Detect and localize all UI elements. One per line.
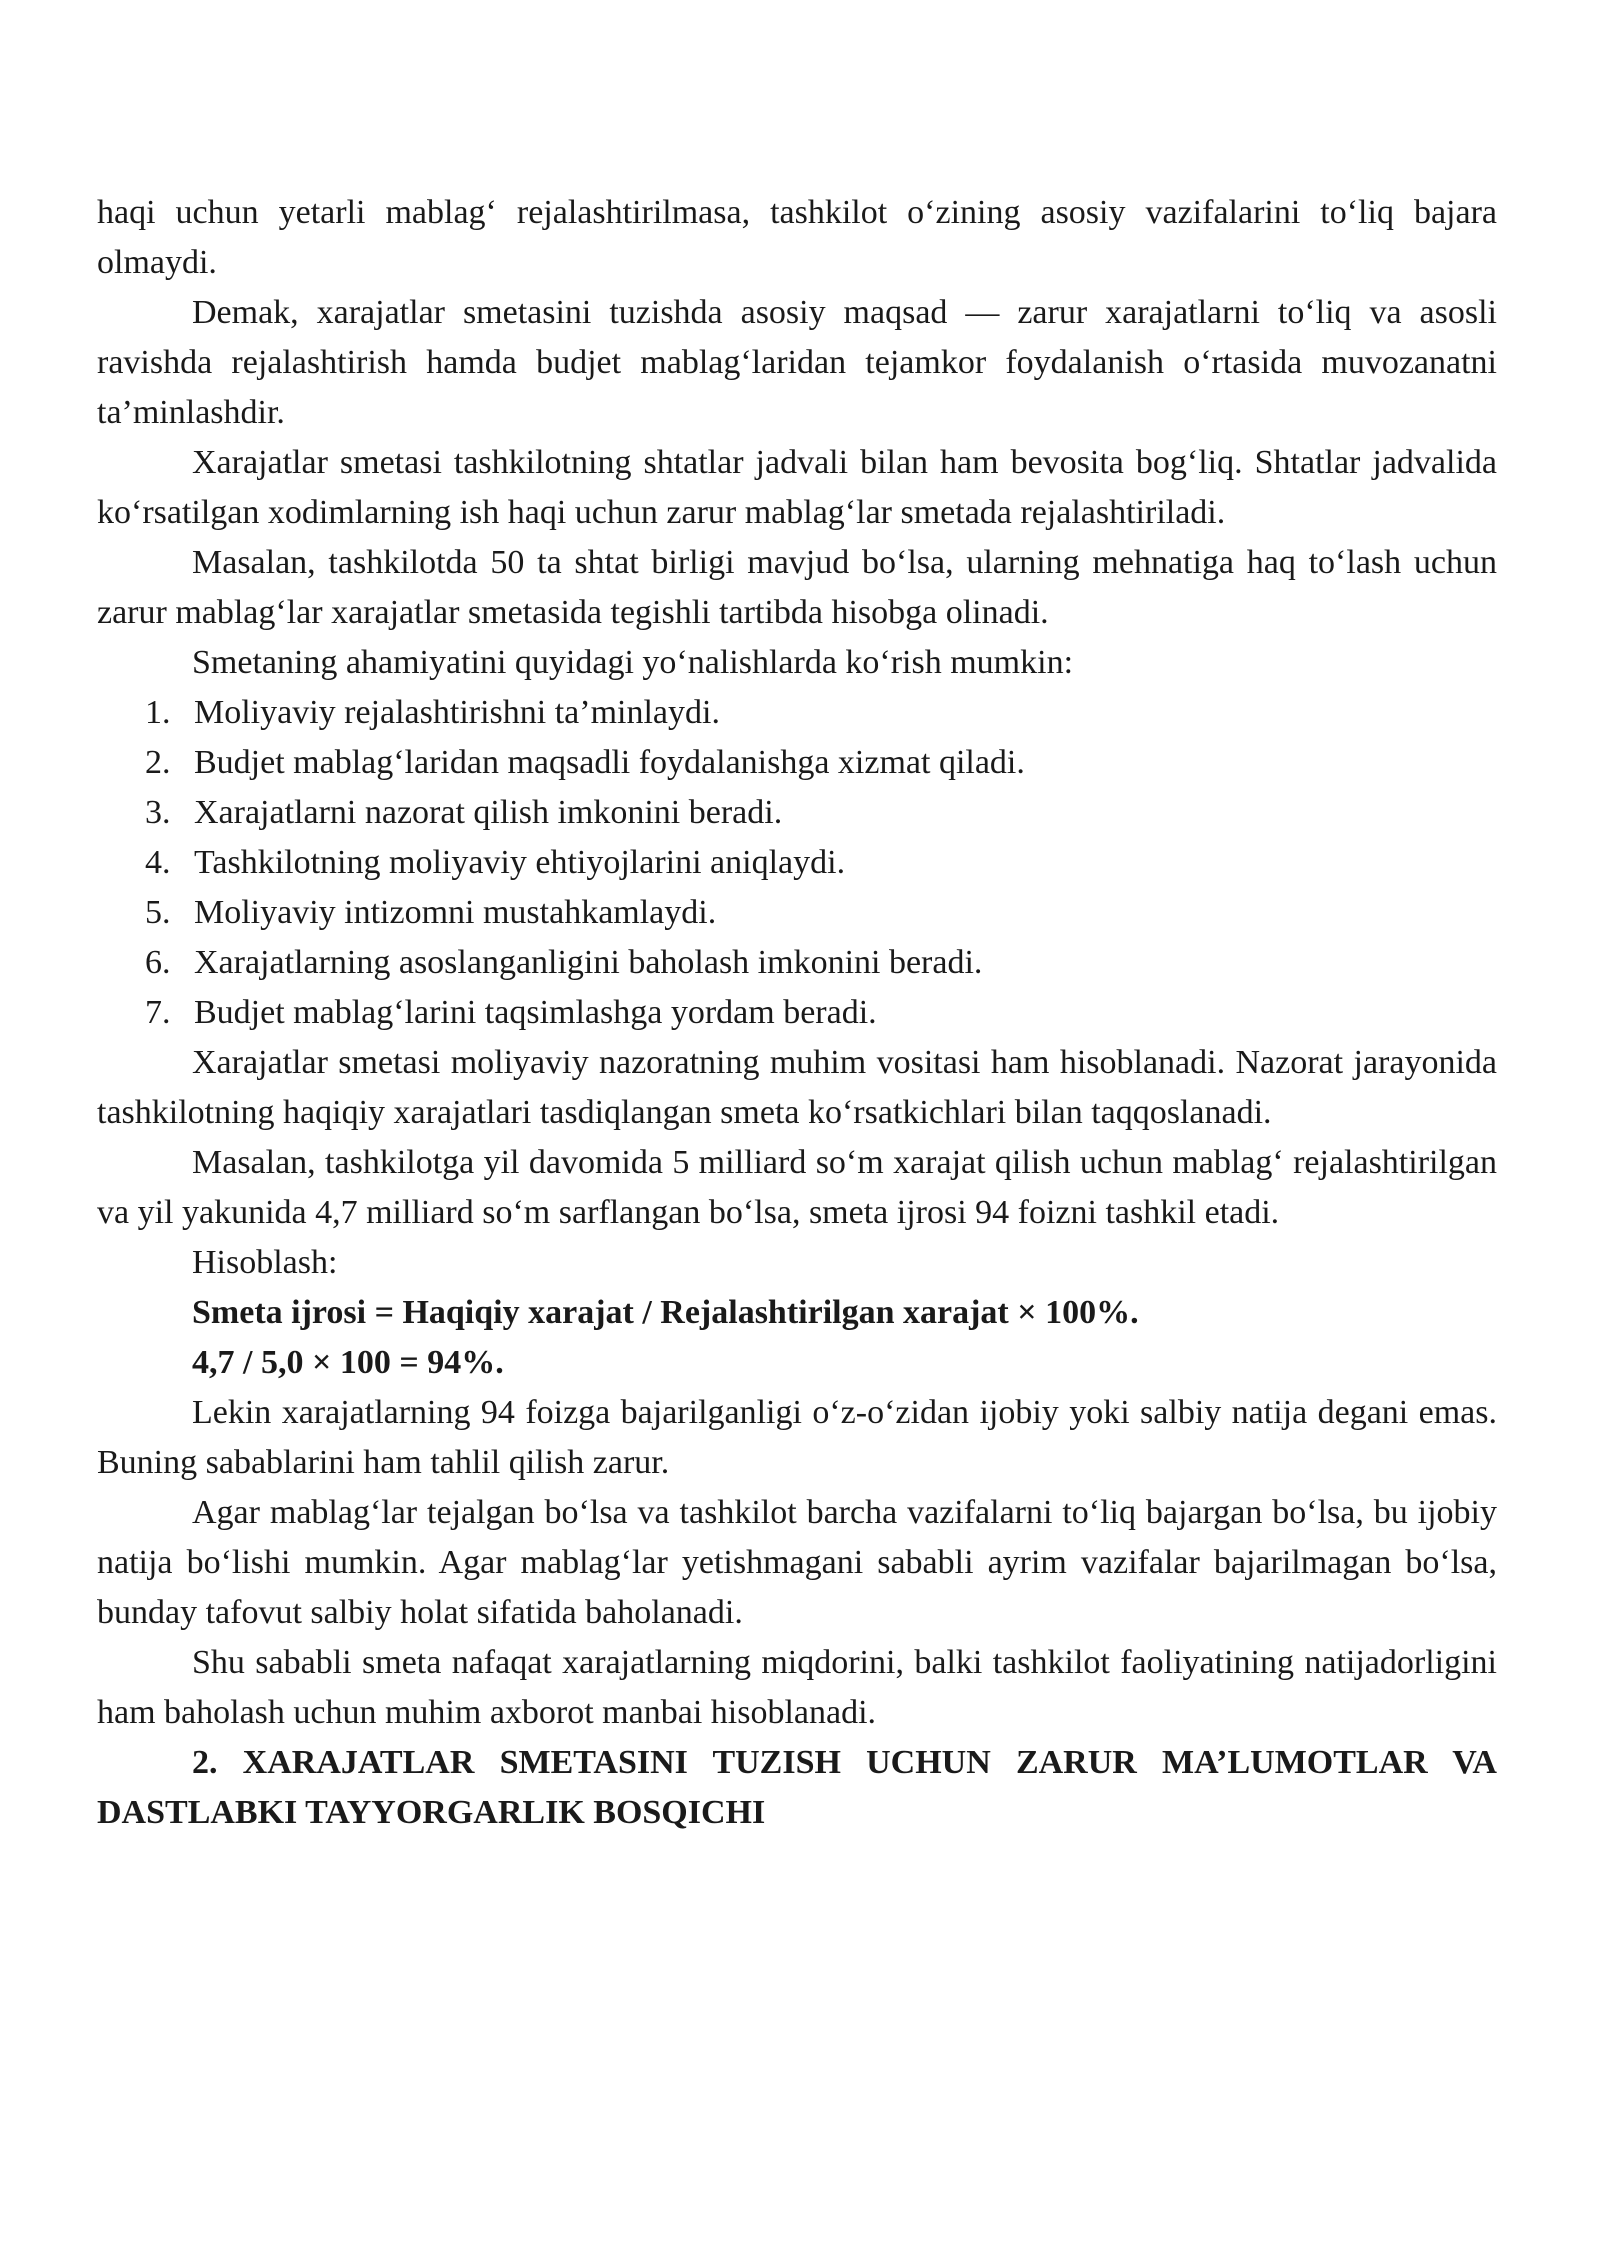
list-item — [97, 838, 1497, 888]
document-page — [97, 188, 1497, 1838]
paragraph-continuation: haqi uchun yetarli mablag‘ rejalashtirilmasa, tashkilot o‘zining asosiy vazifalarini to‘liq bajara olmaydi. — [97, 194, 1497, 281]
paragraph-financial-control: Xarajatlar smetasi moliyaviy nazoratning muhim vositasi ham hisoblanadi. Nazorat jarayonida tashkilotning haqiqiy xarajatlari tasdiqlangan smeta ko‘rsatkichlari bilan taqqoslanadi. — [97, 1044, 1497, 1131]
list-item — [97, 938, 1497, 988]
list-item — [97, 888, 1497, 938]
importance-list — [97, 688, 1497, 1038]
section-heading: 2. XARAJATLAR SMETASINI TUZISH UCHUN ZARUR MA’LUMOTLAR VA DASTLABKI TAYYORGARLIK BOSQICHI — [97, 1744, 1497, 1831]
paragraph-importance-intro: Smetaning ahamiyatini quyidagi yo‘nalishlarda ko‘rish mumkin: — [192, 644, 1074, 681]
list-item-text: Moliyaviy rejalashtirishni ta’minlaydi. — [194, 694, 720, 731]
paragraph-analysis: Lekin xarajatlarning 94 foizga bajarilganligi o‘z-o‘zidan ijobiy yoki salbiy natija degani emas. Buning sabablarini ham tahlil qilish zarur. — [97, 1394, 1497, 1481]
paragraph-savings: Agar mablag‘lar tejalgan bo‘lsa va tashkilot barcha vazifalarni to‘liq bajargan bo‘lsa, bu ijobiy natija bo‘lishi mumkin. Agar mablag‘lar yetishmagani sababli ayrim vazifalar bajarilmagan bo‘lsa, bunday tafovut salbiy holat sifatida baholanadi. — [97, 1494, 1497, 1631]
list-item-number: 7. — [145, 994, 171, 1031]
paragraph-calculation-label: Hisoblash: — [192, 1244, 338, 1281]
formula-definition: Smeta ijrosi = Haqiqiy xarajat / Rejalashtirilgan xarajat × 100%. — [192, 1294, 1139, 1331]
list-item — [97, 988, 1497, 1038]
paragraph-example-staff: Masalan, tashkilotda 50 ta shtat birligi mavjud bo‘lsa, ularning mehnatiga haq to‘lash uchun zarur mablag‘lar xarajatlar smetasida tegishli tartibda hisobga olinadi. — [97, 544, 1497, 631]
list-item — [97, 688, 1497, 738]
list-item-text: Tashkilotning moliyaviy ehtiyojlarini aniqlaydi. — [194, 844, 846, 881]
list-item — [97, 738, 1497, 788]
list-item-text: Budjet mablag‘larini taqsimlashga yordam beradi. — [194, 994, 877, 1031]
paragraph-main-goal: Demak, xarajatlar smetasini tuzishda asosiy maqsad — zarur xarajatlarni to‘liq va asosli ravishda rejalashtirish hamda budjet mablag‘laridan tejamkor foydalanish o‘rtasida muvozanatni ta’minlashdir. — [97, 294, 1497, 431]
list-item-number: 2. — [145, 744, 171, 781]
list-item-number: 4. — [145, 844, 171, 881]
list-item-text: Moliyaviy intizomni mustahkamlaydi. — [194, 894, 717, 931]
list-item-number: 6. — [145, 944, 171, 981]
formula-computation: 4,7 / 5,0 × 100 = 94%. — [192, 1344, 504, 1381]
list-item-number: 1. — [145, 694, 171, 731]
paragraph-staffing-table: Xarajatlar smetasi tashkilotning shtatlar jadvali bilan ham bevosita bog‘liq. Shtatlar jadvalida ko‘rsatilgan xodimlarning ish haqi uchun zarur mablag‘lar smetada rejalashtiriladi. — [97, 444, 1497, 531]
list-item-text: Budjet mablag‘laridan maqsadli foydalanishga xizmat qiladi. — [194, 744, 1025, 781]
list-item-text: Xarajatlarni nazorat qilish imkonini beradi. — [194, 794, 783, 831]
list-item — [97, 788, 1497, 838]
paragraph-example-execution: Masalan, tashkilotga yil davomida 5 milliard so‘m xarajat qilish uchun mablag‘ rejalashtirilgan va yil yakunida 4,7 milliard so‘m sarflangan bo‘lsa, smeta ijrosi 94 foizni tashkil etadi. — [97, 1144, 1497, 1231]
list-item-number: 3. — [145, 794, 171, 831]
list-item-text: Xarajatlarning asoslanganligini baholash imkonini beradi. — [194, 944, 983, 981]
paragraph-conclusion: Shu sababli smeta nafaqat xarajatlarning miqdorini, balki tashkilot faoliyatining natijadorligini ham baholash uchun muhim axborot manbai hisoblanadi. — [97, 1644, 1497, 1731]
list-item-number: 5. — [145, 894, 171, 931]
